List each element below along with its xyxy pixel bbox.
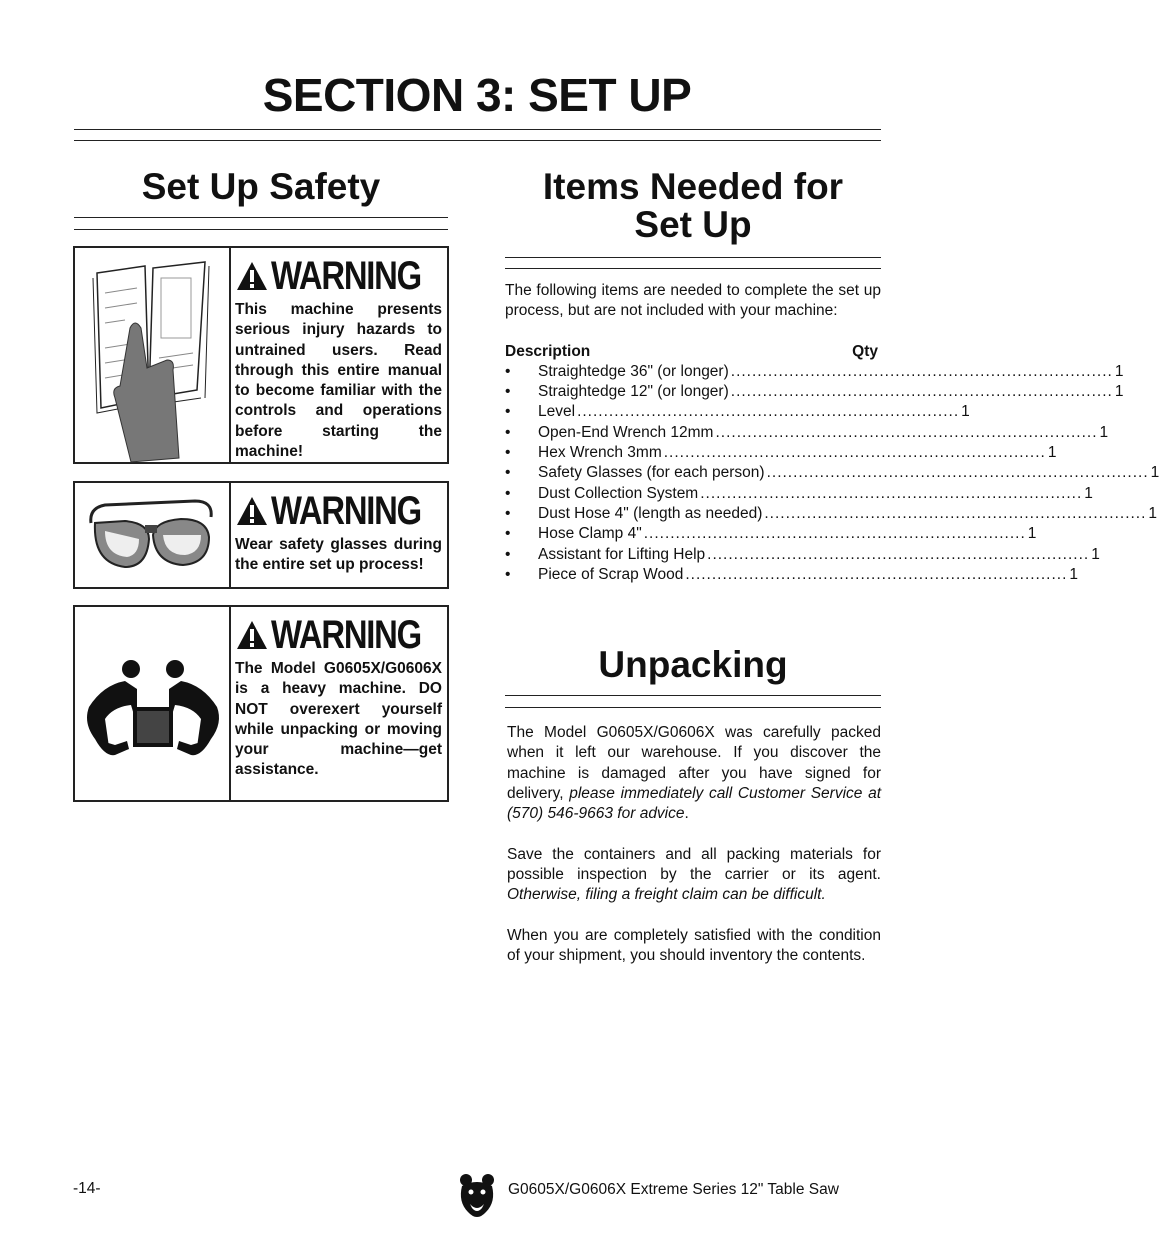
unpacking-title: Unpacking	[598, 644, 788, 685]
safety-glasses-icon	[75, 483, 231, 587]
items-col-description: Description	[505, 342, 591, 360]
list-item: • Piece of Scrap Wood ........................................................................ 1	[505, 565, 1079, 583]
warning-label: WARNING	[271, 613, 421, 657]
warning-triangle-icon	[235, 619, 269, 651]
items-needed-rule-1	[505, 257, 881, 258]
warning-triangle-icon	[235, 260, 269, 292]
items-needed-title-line2: Set Up	[634, 204, 752, 245]
page-number: -14-	[73, 1180, 101, 1197]
warning-box-manual	[73, 246, 449, 464]
warning-message: This machine presents serious injury hazards to untrained users. Read through this entire manual to become familiar with the controls and operations before starting the machine!	[235, 301, 442, 461]
set-up-safety-rule-1	[74, 217, 448, 218]
section-rule-bottom	[74, 140, 881, 141]
list-item: • Safety Glasses (for each person) ........................................................................ 1	[505, 464, 1159, 482]
warning-box-lifting	[73, 605, 449, 802]
items-list	[505, 362, 1159, 585]
items-needed-rule-2	[505, 268, 881, 269]
warning-box-glasses	[73, 481, 449, 589]
warning-message: Wear safety glasses during the entire set up process!	[235, 536, 442, 574]
list-item: • Dust Hose 4" (length as needed) ........................................................................ 1	[505, 504, 1158, 522]
set-up-safety-title: Set Up Safety	[141, 166, 381, 207]
list-item: • Straightedge 12" (or longer) ........................................................................ 1	[505, 383, 1124, 401]
warning-label: WARNING	[271, 489, 421, 533]
section-title: SECTION 3: SET UP	[262, 69, 692, 121]
list-item: • Level ........................................................................ 1	[505, 403, 970, 421]
warning-label: WARNING	[271, 254, 421, 298]
warning-message: The Model G0605X/G0606X is a heavy machine. DO NOT overexert yourself while unpacking or moving your machine—get assistance.	[235, 660, 442, 779]
items-col-qty: Qty	[852, 342, 878, 360]
list-item: • Open-End Wrench 12mm ........................................................................ 1	[505, 423, 1109, 441]
unpacking-rule-1	[505, 695, 881, 696]
list-item: • Straightedge 36" (or longer) ........................................................................ 1	[505, 362, 1124, 380]
unpacking-paragraph-2: Save the containers and all packing materials for possible inspection by the carrier or its agent. Otherwise, filing a freight claim can be difficult.	[507, 845, 881, 904]
two-person-lift-icon	[75, 607, 231, 800]
set-up-safety-rule-2	[74, 229, 448, 230]
warning-triangle-icon	[235, 495, 269, 527]
section-rule-top	[74, 129, 881, 130]
manual-reading-icon	[75, 248, 231, 462]
items-needed-title-line1: Items Needed for	[542, 166, 844, 207]
footer-title: G0605X/G0606X Extreme Series 12" Table Saw	[508, 1181, 839, 1198]
unpacking-rule-2	[505, 707, 881, 708]
list-item: • Assistant for Lifting Help ........................................................................ 1	[505, 545, 1100, 563]
list-item: • Hose Clamp 4" ........................................................................ 1	[505, 525, 1037, 543]
list-item: • Dust Collection System ........................................................................ 1	[505, 484, 1093, 502]
unpacking-paragraph-1: The Model G0605X/G0606X was carefully packed when it left our warehouse. If you discover the machine is damaged after you have signed for delivery, please immediately call Customer Service at (570) 546-9663 for advice.	[507, 724, 881, 823]
list-item: • Hex Wrench 3mm ........................................................................ 1	[505, 444, 1057, 462]
unpacking-paragraph-3: When you are completely satisfied with the condition of your shipment, you should inventory the contents.	[507, 926, 881, 965]
bear-logo-icon	[458, 1172, 496, 1222]
items-intro: The following items are needed to complete the set up process, but are not included with your machine:	[505, 282, 881, 320]
